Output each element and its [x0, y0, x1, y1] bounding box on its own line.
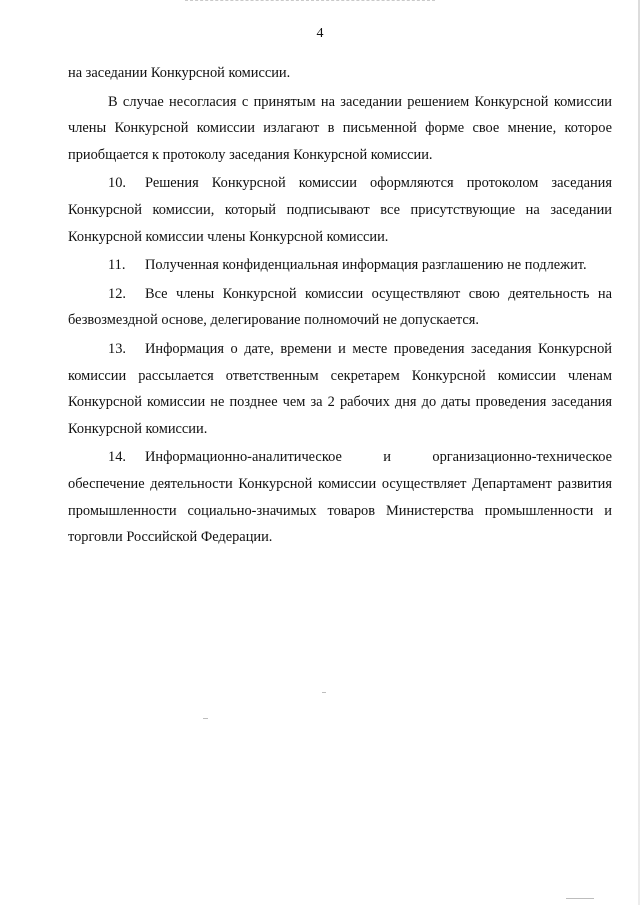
paragraph-text: Полученная конфиденциальная информация разглашению не подлежит. — [145, 257, 587, 274]
paragraph-text: В случае несогласия с принятым на заседании решением Конкурсной комиссии члены Конкурсной комиссии излагают в письменной форме свое мнение, которое приобщается к протоколу заседания Конкурсной комиссии. — [68, 93, 612, 163]
paragraph-text: Все члены Конкурсной комиссии осуществляют свою деятельность на безвозмездной основе, делегирование полномочий не допускается. — [68, 285, 612, 329]
page-number: 4 — [316, 26, 324, 41]
paragraph-text: Информация о дате, времени и месте проведения заседания Конкурсной комиссии рассылается ответственным секретарем Конкурсной комиссии членам Конкурсной комиссии не позднее чем за 2 рабочих дня до даты проведения заседания Конкурсной комиссии. — [68, 340, 612, 437]
paragraph-13 — [68, 336, 612, 442]
paragraph-number: 10. — [108, 175, 126, 192]
paragraph-continuation — [68, 60, 612, 87]
paragraph-disagreement — [68, 89, 612, 169]
paragraph-11 — [68, 252, 612, 279]
paragraph-number: 13. — [108, 340, 126, 357]
paragraph-number: 12. — [108, 285, 126, 302]
paragraph-number: 11. — [108, 257, 126, 274]
paragraph-10 — [68, 170, 612, 250]
paragraph-number: 14. — [108, 449, 126, 466]
paragraph-text: Информационно-аналитическое и организационно-техническое обеспечение деятельности Конкурсной комиссии осуществляет Департамент развития промышленности социально-значимых товаров Министерства промышленности и торговли Российской Федерации. — [68, 449, 612, 546]
scan-speck — [203, 718, 208, 719]
scan-speck — [566, 898, 594, 899]
top-scan-line — [185, 0, 435, 1]
paragraph-12 — [68, 281, 612, 334]
paragraph-text: на заседании Конкурсной комиссии. — [68, 65, 291, 81]
paragraph-text: Решения Конкурсной комиссии оформляются протоколом заседания Конкурсной комиссии, который подписывают все присутствующие на заседании Конкурсной комиссии члены Конкурсной комиссии. — [68, 175, 612, 245]
scan-speck — [322, 692, 326, 693]
paragraph-14 — [68, 444, 612, 550]
document-body — [68, 60, 612, 551]
